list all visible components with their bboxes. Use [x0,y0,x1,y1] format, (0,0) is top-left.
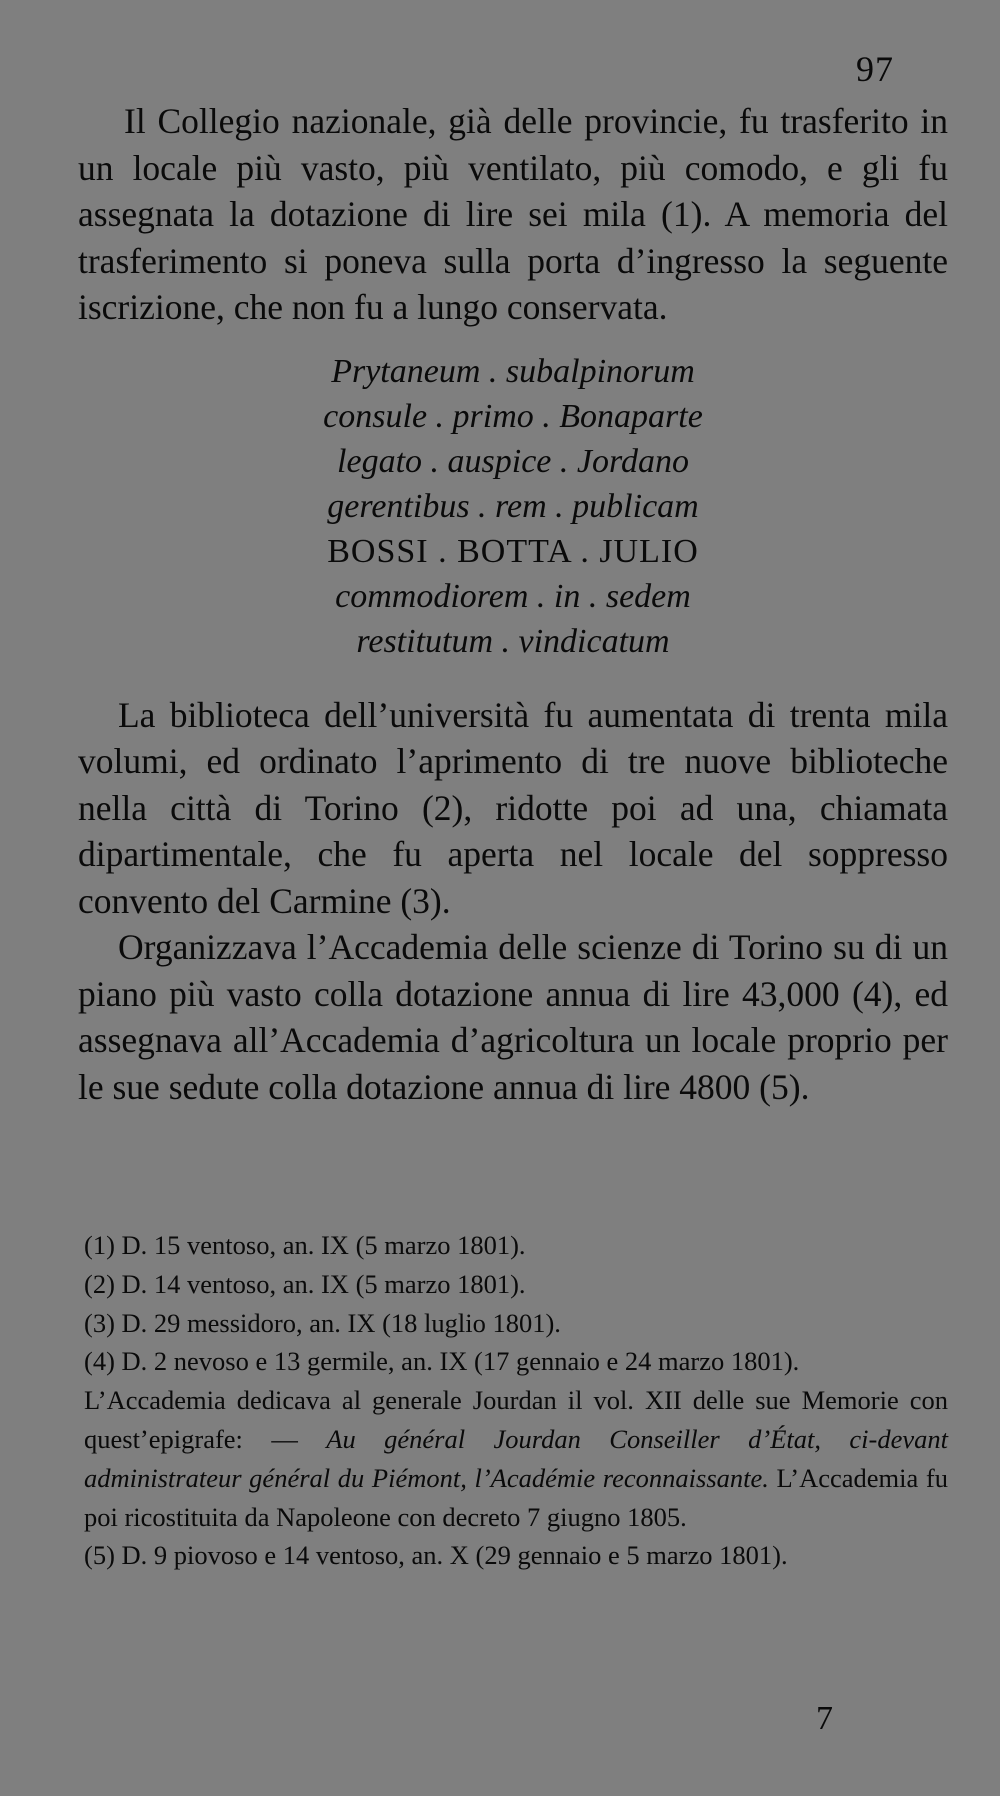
inscription-line-4: gerentibus . rem . publicam [327,487,699,525]
footnotes [84,1226,948,1575]
footnote-3: (3) D. 29 messidoro, an. IX (18 luglio 1801). [84,1307,561,1338]
inscription [78,349,948,664]
inscription-line-5: BOSSI . BOTTA . JULIO [327,532,699,570]
signature-mark: 7 [816,1700,833,1737]
page-number: 97 [856,49,894,89]
footnote-4-continuation [84,1381,948,1536]
footnote-1: (1) D. 15 ventoso, an. IX (5 marzo 1801). [84,1230,526,1260]
footnote-2: (2) D. 14 ventoso, an. IX (5 marzo 1801). [84,1268,526,1299]
paragraph-collegio: Il Collegio nazionale, già delle provincie, fu trasferito in un locale più vasto, più ventilato, più comodo, e gli fu assegnata la dotazione di lire sei mila (1). A memoria del trasferimento si poneva sulla porta d’ingresso la seguente iscrizione, che non fu a lungo conservata. [78,101,948,327]
inscription-line-6: commodiorem . in . sedem [335,577,691,615]
inscription-line-2: consule . primo . Bonaparte [323,397,703,435]
footnote-5: (5) D. 9 piovoso e 14 ventoso, an. X (29 gennaio e 5 marzo 1801). [84,1540,788,1571]
paragraph-accademia: Organizzava l’Accademia delle scienze di Torino su di un piano più vasto colla dotazione annua di lire 43,000 (4), ed assegnava all’Accademia d’agricoltura un locale proprio per le sue sedute colla dotazione annua di lire 4800 (5). [78,927,948,1107]
paragraph-biblioteca: La biblioteca dell’università fu aumentata di trenta mila volumi, ed ordinato l’aprimento di tre nuove biblioteche nella città di Torino (2), ridotte poi ad una, chiamata dipartimentale, che fu aperta nel locale del soppresso convento del Carmine (3). [78,694,948,921]
footnote-4-text-a: L’Accademia dedicava al generale Jourdan il vol. XII delle sue Memorie con quest’epigrafe: — [84,1385,948,1454]
footnote-4-epigraph: Au général Jourdan Conseiller d’État, ci-devant administrateur général du Piémont, l’Académie reconnaissante. [84,1423,948,1493]
footnote-4-text-b: L’Accademia fu poi ricostituita da Napoleone con decreto 7 giugno 1805. [84,1462,948,1532]
inscription-line-7: restitutum . vindicatum [356,622,670,660]
inscription-line-1: Prytaneum . subalpinorum [331,352,695,390]
inscription-line-3: legato . auspice . Jordano [337,442,689,480]
footnote-4: (4) D. 2 nevoso e 13 germile, an. IX (17 gennaio e 24 marzo 1801). [84,1346,800,1377]
main-text [78,98,948,1110]
